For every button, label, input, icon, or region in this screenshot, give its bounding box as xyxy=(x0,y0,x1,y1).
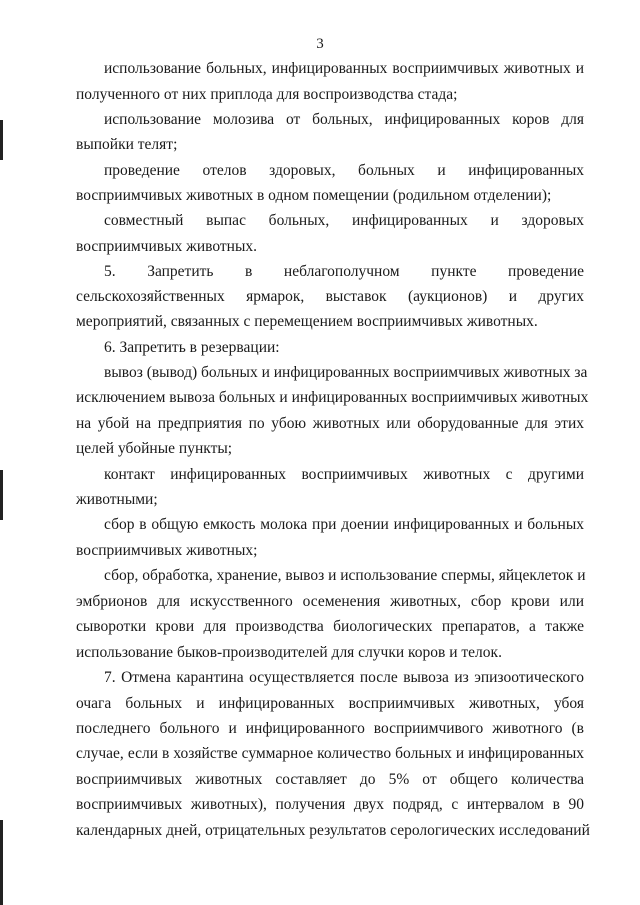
text-line: целей убойные пункты; xyxy=(76,440,233,457)
text-line: мероприятий, связанных с перемещением восприимчивых животных. xyxy=(76,313,538,330)
text-line: контакт инфицированных восприимчивых животных с другими xyxy=(104,466,584,483)
scan-edge-mark xyxy=(0,120,3,160)
text-line: 7. Отмена карантина осуществляется после вывоза из эпизоотического xyxy=(104,669,584,686)
text-line: полученного от них приплода для воспроизводства стада; xyxy=(76,86,458,103)
text-line: восприимчивых животных; xyxy=(76,542,258,559)
text-line: сбор в общую емкость молока при доении инфицированных и больных xyxy=(104,516,584,533)
text-line: случае, если в хозяйстве суммарное количество больных и инфицированных xyxy=(76,745,584,762)
text-line: совместный выпас больных, инфицированных и здоровых xyxy=(104,212,584,229)
text-line: животными; xyxy=(76,491,158,508)
text-line: вывоз (вывод) больных и инфицированных восприимчивых животных за xyxy=(104,364,588,381)
text-line: использование молозива от больных, инфицированных коров для xyxy=(104,111,584,128)
text-line: восприимчивых животных. xyxy=(76,238,257,255)
text-line: восприимчивых животных), получения двух подряд, с интервалом в 90 xyxy=(76,796,584,813)
text-line: эмбрионов для искусственного осеменения животных, сбор крови или xyxy=(76,593,584,610)
text-line: очага больных и инфицированных восприимчивых животных, убоя xyxy=(76,695,584,712)
text-line: сельскохозяйственных ярмарок, выставок (аукционов) и других xyxy=(76,288,584,305)
text-line: 6. Запретить в резервации: xyxy=(104,339,280,356)
text-line: сыворотки крови для производства биологических препаратов, а также xyxy=(76,618,584,635)
text-line: календарных дней, отрицательных результатов серологических исследований xyxy=(76,822,590,839)
text-line: на убой на предприятия по убою животных или оборудованные для этих xyxy=(76,415,584,432)
text-line: сбор, обработка, хранение, вывоз и использование спермы, яйцеклеток и xyxy=(104,567,586,584)
text-line: проведение отелов здоровых, больных и инфицированных xyxy=(104,162,584,179)
text-line: восприимчивых животных в одном помещении (родильном отделении); xyxy=(76,187,552,204)
text-line: восприимчивых животных составляет до 5% от общего количества xyxy=(76,771,584,788)
text-line: использование быков-производителей для случки коров и телок. xyxy=(76,644,502,661)
scan-edge-mark xyxy=(0,470,3,520)
scan-edge-mark xyxy=(0,820,3,905)
text-line: последнего больного и инфицированного восприимчивого животного (в xyxy=(76,720,584,737)
page-number: 3 xyxy=(316,36,324,52)
text-line: 5. Запретить в неблагополучном пункте проведение xyxy=(104,263,584,280)
text-line: выпойки телят; xyxy=(76,136,178,153)
text-line: исключением вывоза больных и инфицированных восприимчивых животных xyxy=(76,389,589,406)
text-line: использование больных, инфицированных восприимчивых животных и xyxy=(104,60,584,77)
